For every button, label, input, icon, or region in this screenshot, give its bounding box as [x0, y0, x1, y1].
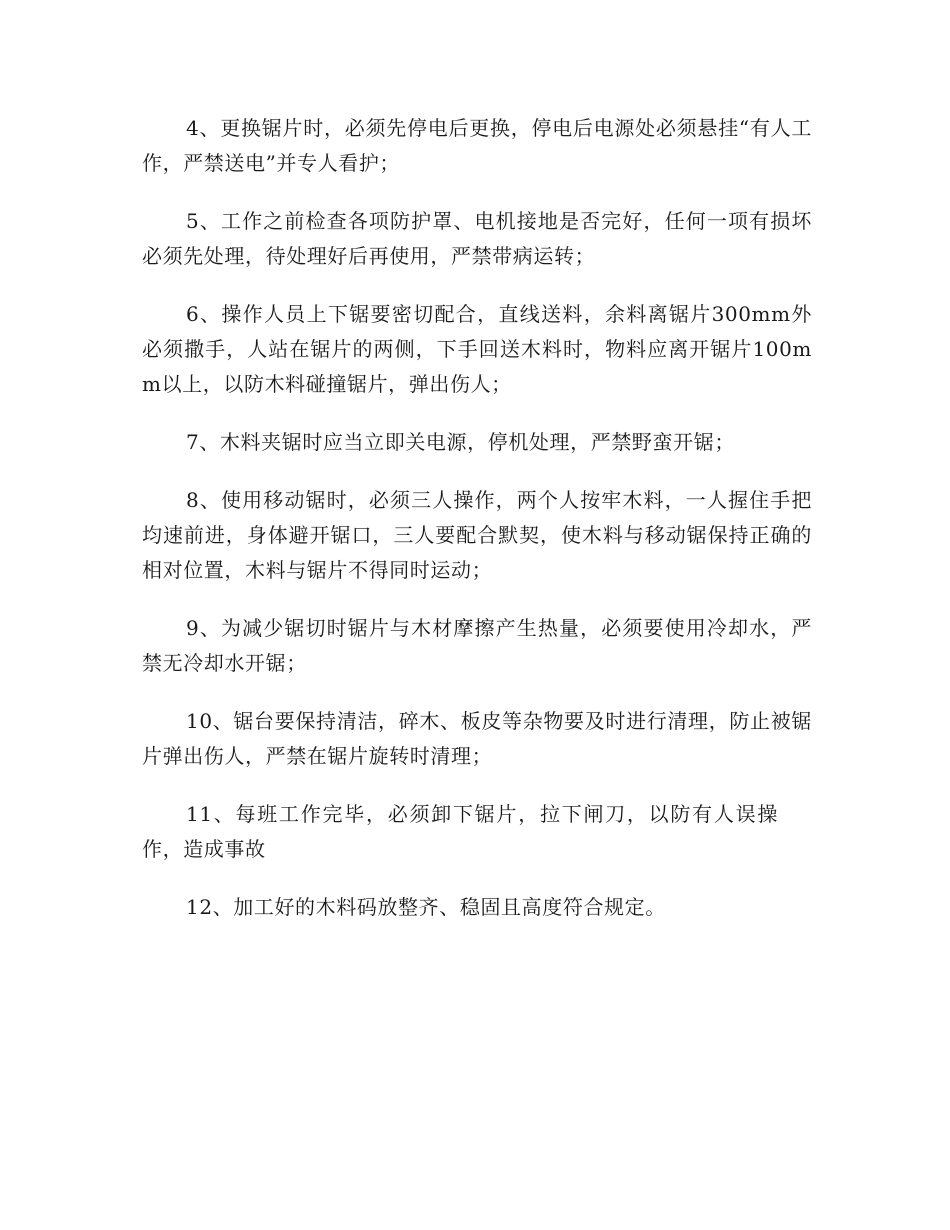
rule-paragraph-10: 10、锯台要保持清洁，碎木、板皮等杂物要及时进行清理，防止被锯片弹出伤人，严禁在锯片旋转时清理； [142, 709, 812, 768]
rule-paragraph-8: 8、使用移动锯时，必须三人操作，两个人按牢木料，一人握住手把均速前进，身体避开锯口，三人要配合默契，使木料与移动锯保持正确的相对位置，木料与锯片不得同时运动； [142, 488, 812, 582]
rule-paragraph-12: 12、加工好的木料码放整齐、稳固且高度符合规定。 [186, 895, 666, 919]
document-body [142, 111, 812, 948]
rule-paragraph-7: 7、木料夹锯时应当立即关电源，停机处理，严禁野蛮开锯； [186, 430, 735, 454]
rule-paragraph-6: 6、操作人员上下锯要密切配合，直线送料，余料离锯片300mm外必须撒手，人站在锯片的两侧，下手回送木料时，物料应离开锯片100mm以上，以防木料碰撞锯片，弹出伤人； [142, 302, 812, 396]
rule-paragraph-9: 9、为减少锯切时锯片与木材摩擦产生热量，必须要使用冷却水，严禁无冷却水开锯； [142, 616, 812, 675]
rule-paragraph-5: 5、工作之前检查各项防护罩、电机接地是否完好，任何一项有损坏必须先处理，待处理好后再使用，严禁带病运转； [142, 209, 812, 268]
rule-paragraph-11: 11、每班工作完毕，必须卸下锯片，拉下闸刀，以防有人误操作，造成事故 [142, 802, 778, 861]
rule-paragraph-4: 4、更换锯片时，必须先停电后更换，停电后电源处必须悬挂“有人工作，严禁送电”并专人看护； [142, 116, 812, 175]
